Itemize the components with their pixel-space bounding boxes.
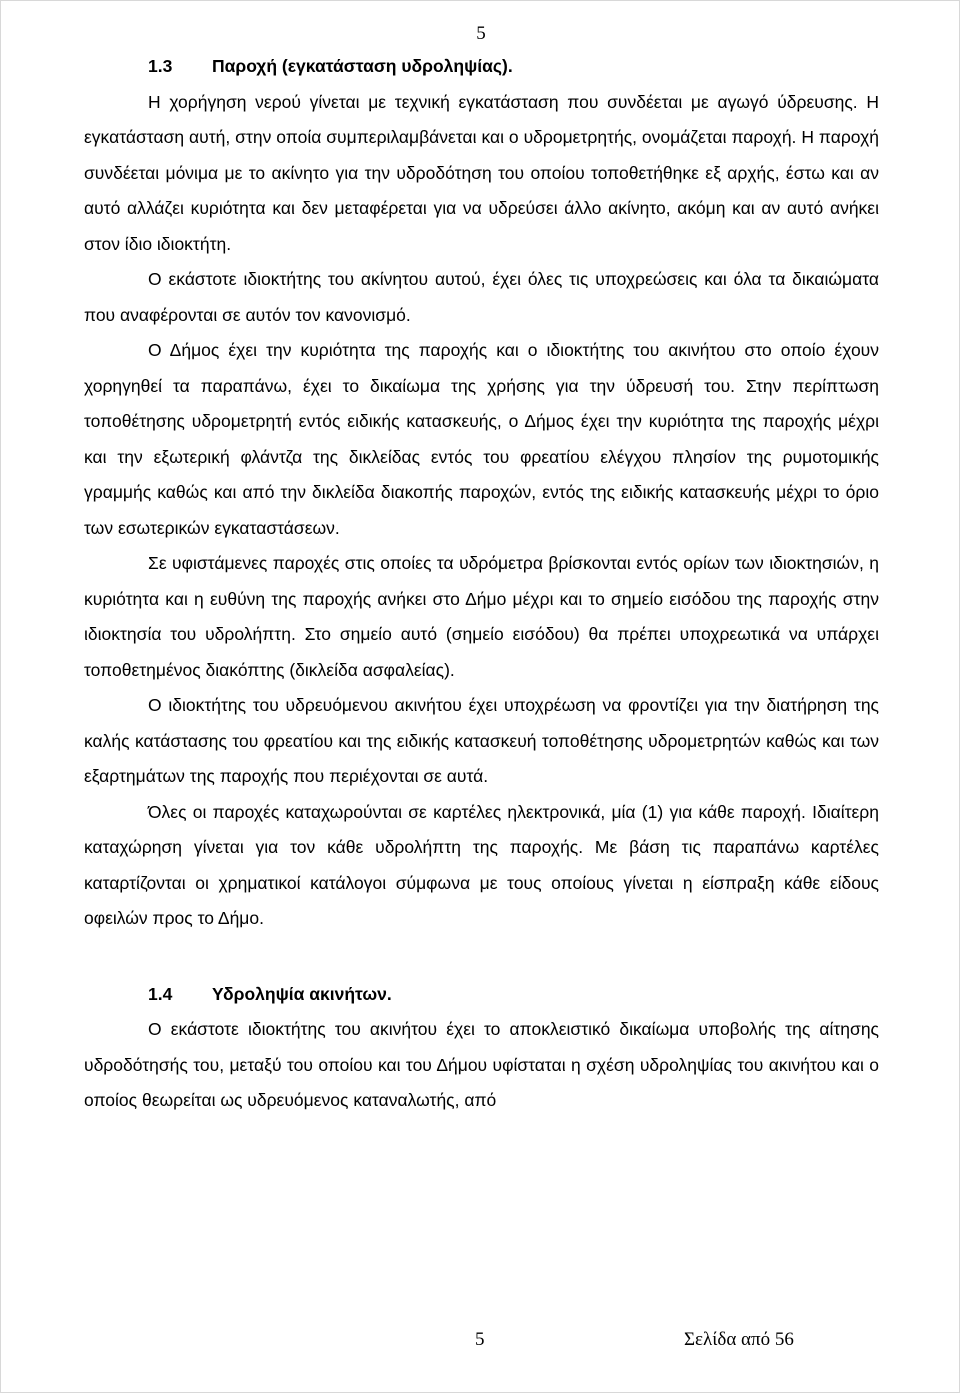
section-gap: [84, 937, 879, 977]
paragraph: Η χορήγηση νερού γίνεται με τεχνική εγκατάσταση που συνδέεται με αγωγό ύδρευσης. Η εγκατάσταση αυτή, στην οποία συμπεριλαμβάνεται και ο υδρομετρητής, ονομάζεται παροχή. Η παροχή συνδέεται μόνιμα με το ακίνητο για την υδροδότηση του οποίου τοποθετήθηκε εξ αρχής, έστω και αν αυτό αλλάζει κυριότητα και δεν μεταφέρεται για να υδρεύσει άλλο ακίνητο, ακόμη και αν αυτό ανήκει στον ίδιο ιδιοκτήτη.: [84, 91, 879, 254]
page-number-top: 5: [476, 23, 486, 44]
section-1-4-number: 1.4: [148, 983, 173, 1004]
paragraph: Ο εκάστοτε ιδιοκτήτης του ακινήτου έχει το αποκλειστικό δικαίωμα υποβολής της αίτησης υδροδότησής του, μεταξύ του οποίου και του Δήμου υφίσταται η σχέση υδροληψίας του ακινήτου και ο οποίος θεωρείται ως υδρευόμενος καταναλωτής, από: [84, 1019, 879, 1110]
section-1-3-number: 1.3: [148, 56, 173, 76]
section-1-4-title: Υδροληψία ακινήτων.: [212, 983, 392, 1004]
section-1-3-title: Παροχή (εγκατάσταση υδροληψίας).: [212, 56, 513, 76]
paragraph: Όλες οι παροχές καταχωρούνται σε καρτέλες ηλεκτρονικά, μία (1) για κάθε παροχή. Ιδιαίτερη καταχώρηση γίνεται για τον κάθε υδρολήπτη της παροχής. Με βάση τις παραπάνω καρτέλες καταρτίζονται οι χρηματικοί κατάλογοι σύμφωνα με τους οποίους γίνεται η είσπραξη κάθε είδους οφειλών προς το Δήμο.: [84, 801, 879, 928]
page-content: [84, 49, 879, 1119]
page-footer: [1, 1329, 960, 1359]
section-1-3-heading: [84, 49, 879, 85]
paragraph: Ο εκάστοτε ιδιοκτήτης του ακίνητου αυτού, έχει όλες τις υποχρεώσεις και όλα τα δικαιώματα που αναφέρονται σε αυτόν τον κανονισμό.: [84, 269, 879, 325]
footer-page-number: 5: [475, 1329, 485, 1350]
paragraph: Ο Δήμος έχει την κυριότητα της παροχής και ο ιδιοκτήτης του ακινήτου στο οποίο έχουν χορηγηθεί τα παραπάνω, έχει το δικαίωμα της χρήσης για την ύδρευσή του. Στην περίπτωση τοποθέτησης υδρομετρητή εντός ειδικής κατασκευής, ο Δήμος έχει την κυριότητα της παροχής μέχρι και την εξωτερική φλάντζα της δικλείδας εντός του φρεατίου ελέγχου πλησίον της ρυμοτομικής γραμμής καθώς και από την δικλείδα διακοπής παροχών, εντός της ειδικής κατασκευής μέχρι το όριο των εσωτερικών εγκαταστάσεων.: [84, 340, 879, 538]
paragraph: Ο ιδιοκτήτης του υδρευόμενου ακινήτου έχει υποχρέωση να φροντίζει για την διατήρηση της καλής κατάστασης του φρεατίου και της ειδικής κατασκευή τοποθέτησης υδρομετρητών καθώς και των εξαρτημάτων της παροχής που περιέχονται σε αυτά.: [84, 695, 879, 786]
paragraph: Σε υφιστάμενες παροχές στις οποίες τα υδρόμετρα βρίσκονται εντός ορίων των ιδιοκτησιών, η κυριότητα και η ευθύνη της παροχής ανήκει στο Δήμο μέχρι και το σημείο εισόδου της παροχής στην ιδιοκτησία του υδρολήπτη. Στο σημείο αυτό (σημείο εισόδου) θα πρέπει υποχρεωτικά να υπάρχει τοποθετημένος διακόπτης (δικλείδα ασφαλείας).: [84, 553, 879, 680]
section-1-4-heading: [84, 977, 879, 1013]
footer-page-label: Σελίδα από 56: [684, 1329, 794, 1350]
